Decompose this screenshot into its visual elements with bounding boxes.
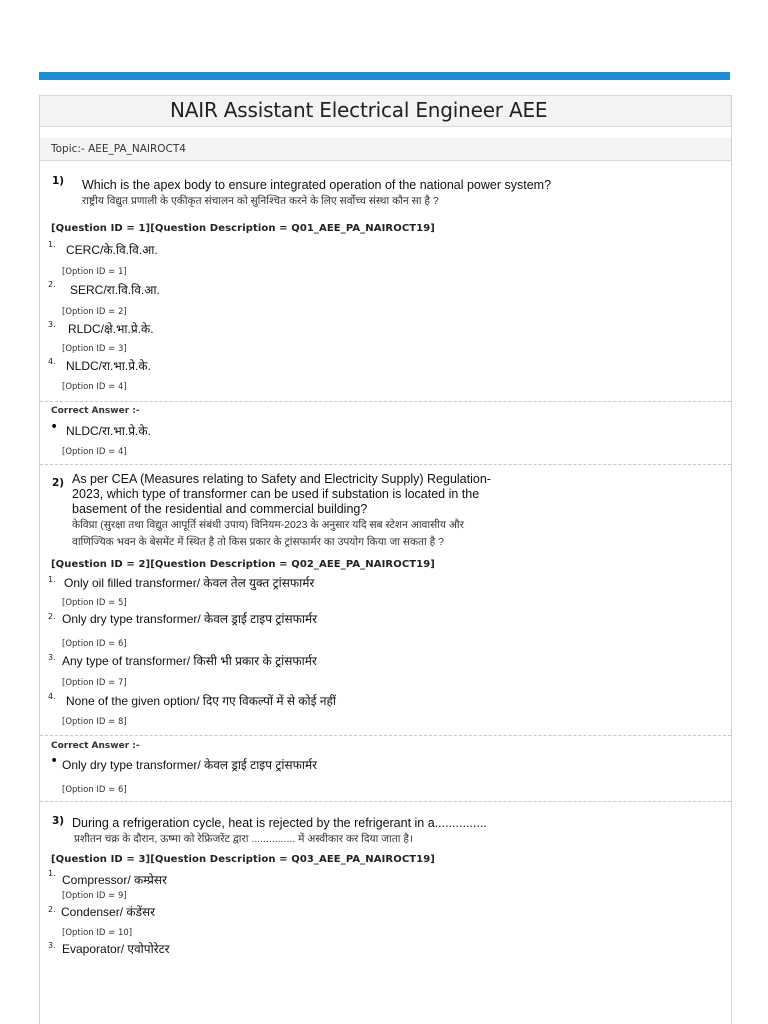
option-id: [Option ID = 8]	[62, 717, 127, 727]
title-row	[40, 95, 731, 127]
option-text: Compressor/ कम्प्रेसर	[62, 873, 167, 887]
answer-option-id: [Option ID = 6]	[62, 785, 127, 795]
option-number: 2.	[48, 905, 56, 914]
option-number: 3.	[48, 941, 56, 950]
option-id: [Option ID = 9]	[62, 891, 127, 901]
divider	[40, 735, 731, 736]
question-text: basement of the residential and commercial building?	[72, 502, 368, 516]
answer-bullet: •	[50, 419, 59, 435]
option-text: SERC/रा.वि.वि.आ.	[70, 283, 160, 297]
question-meta: [Question ID = 3][Question Description = Q03_AEE_PA_NAIROCT19]	[51, 854, 435, 865]
question-number: 1)	[52, 175, 65, 187]
question-number: 3)	[52, 815, 65, 827]
question-number: 2)	[52, 477, 65, 489]
option-number: 4.	[48, 692, 56, 701]
question-text: As per CEA (Measures relating to Safety and Electricity Supply) Regulation-	[72, 472, 491, 486]
option-number: 2.	[48, 612, 56, 621]
option-id: [Option ID = 1]	[62, 267, 127, 277]
option-number: 1.	[48, 869, 56, 878]
option-number: 2.	[48, 280, 56, 289]
answer-text: NLDC/रा.भा.प्रे.के.	[66, 424, 151, 438]
question-paper	[39, 95, 732, 1024]
answer-text: Only dry type transformer/ केवल ड्राई टाइप ट्रांसफार्मर	[62, 758, 318, 772]
question-text-hindi: राष्ट्रीय विद्युत प्रणाली के एकीकृत संचालन को सुनिश्चित करने के लिए सर्वोच्च संस्था कौन सा है ?	[82, 195, 439, 207]
option-text: Only dry type transformer/ केवल ड्राई टाइप ट्रांसफार्मर	[62, 612, 318, 626]
option-number: 1.	[48, 240, 56, 249]
topic-label: Topic:- AEE_PA_NAIROCT4	[51, 143, 186, 155]
header-accent-bar	[39, 72, 730, 80]
option-id: [Option ID = 3]	[62, 344, 127, 354]
option-number: 1.	[48, 575, 56, 584]
answer-option-id: [Option ID = 4]	[62, 447, 127, 457]
option-text: CERC/के.वि.वि.आ.	[66, 243, 158, 257]
question-text-hindi: वाणिज्यिक भवन के बेसमेंट में स्थित है तो किस प्रकार के ट्रांसफार्मर का उपयोग किया जा सकता है ?	[72, 536, 444, 548]
option-text: Evaporator/ एवोपोरेटर	[62, 942, 170, 956]
question-text: During a refrigeration cycle, heat is rejected by the refrigerant in a...............	[72, 816, 487, 830]
page-title: NAIR Assistant Electrical Engineer AEE	[170, 98, 548, 122]
correct-answer-label: Correct Answer :-	[51, 741, 140, 751]
option-number: 4.	[48, 357, 56, 366]
option-id: [Option ID = 7]	[62, 678, 127, 688]
option-id: [Option ID = 10]	[62, 928, 133, 938]
option-text: Any type of transformer/ किसी भी प्रकार के ट्रांसफार्मर	[62, 654, 317, 668]
divider	[40, 401, 731, 402]
option-id: [Option ID = 6]	[62, 639, 127, 649]
option-text: RLDC/क्षे.भा.प्रे.के.	[68, 322, 154, 336]
topic-row	[40, 138, 731, 161]
option-id: [Option ID = 4]	[62, 382, 127, 392]
question-text-hindi: प्रशीतन चक्र के दौरान, ऊष्मा को रेफ्रिजरेंट द्वारा ............... में अस्वीकार कर दिया जाता है।	[74, 833, 413, 845]
question-text-hindi: केविप्रा (सुरक्षा तथा विद्युत आपूर्ति संबंधी उपाय) विनियम-2023 के अनुसार यदि सब स्टेशन आवासीय और	[72, 519, 464, 531]
option-id: [Option ID = 2]	[62, 307, 127, 317]
correct-answer-label: Correct Answer :-	[51, 406, 140, 416]
option-number: 3.	[48, 653, 56, 662]
answer-bullet: •	[50, 753, 59, 769]
question-text: Which is the apex body to ensure integrated operation of the national power system?	[82, 178, 552, 192]
option-text: Condenser/ कंडेंसर	[61, 905, 156, 919]
option-text: None of the given option/ दिए गए विकल्पों में से कोई नहीं	[66, 694, 336, 708]
question-text: 2023, which type of transformer can be used if substation is located in the	[72, 487, 480, 501]
option-text: Only oil filled transformer/ केवल तेल युक्त ट्रांसफार्मर	[64, 576, 315, 590]
divider	[40, 801, 731, 802]
option-number: 3.	[48, 320, 56, 329]
option-id: [Option ID = 5]	[62, 598, 127, 608]
divider	[40, 464, 731, 465]
question-meta: [Question ID = 2][Question Description = Q02_AEE_PA_NAIROCT19]	[51, 559, 435, 570]
question-meta: [Question ID = 1][Question Description = Q01_AEE_PA_NAIROCT19]	[51, 223, 435, 234]
option-text: NLDC/रा.भा.प्रे.के.	[66, 359, 151, 373]
